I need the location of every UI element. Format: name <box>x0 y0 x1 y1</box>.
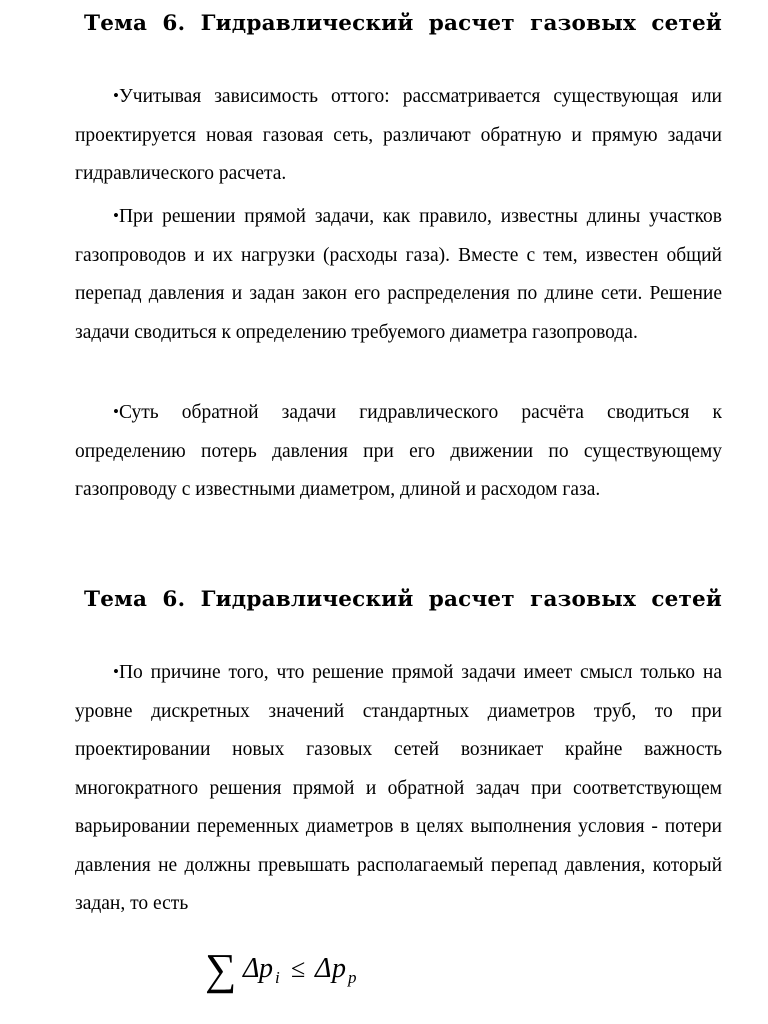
heading-word: 6. <box>162 587 186 612</box>
slide-2-heading <box>84 586 722 614</box>
heading-word: Тема <box>84 587 148 612</box>
bullet-icon: • <box>113 86 119 105</box>
heading-word: Гидравлический <box>200 11 414 36</box>
bullet-icon: • <box>113 402 119 421</box>
paragraph-text: Суть обратной задачи гидравлического расчёта сводиться к определению потерь давления при его движении по существующему газопроводу с известными диаметром, длиной и расходом газа. <box>75 402 722 500</box>
delta-symbol: Δ <box>315 953 332 984</box>
bullet-icon: • <box>113 206 119 225</box>
slide-1-paragraph-1 <box>75 78 722 194</box>
pressure-symbol: p <box>259 953 273 984</box>
heading-word: Гидравлический <box>200 587 414 612</box>
slide-1-paragraph-2 <box>75 198 722 352</box>
slide-2-paragraph-1 <box>75 654 722 924</box>
paragraph-text: Учитывая зависимость оттого: рассматривается существующая или проектируется новая газовая сеть, различают обратную и прямую задачи гидравлического расчета. <box>75 86 722 184</box>
pressure-loss-formula <box>205 942 405 1002</box>
sum-sign: ∑ <box>205 945 237 994</box>
slide-1-heading <box>84 10 722 38</box>
heading-word: расчет <box>428 11 515 36</box>
pressure-symbol: p <box>332 953 346 984</box>
heading-word: газовых <box>530 11 637 36</box>
heading-word: 6. <box>162 11 186 36</box>
subscript-i: i <box>275 968 280 987</box>
paragraph-text: По причине того, что решение прямой задачи имеет смысл только на уровне дискретных значений стандартных диаметров труб, то при проектировании новых газовых сетей возникает крайне важность многократного решения прямой и обратной задач при соответствующем варьировании переменных диаметров в целях выполнения условия - потери давления не должны превышать располагаемый перепад давления, который задан, то есть <box>75 662 722 914</box>
paragraph-text: При решении прямой задачи, как правило, известны длины участков газопроводов и их нагрузки (расходы газа). Вместе с тем, известен общий перепад давления и задан закон его распределения по длине сети. Решение задачи сводиться к определению требуемого диаметра газопровода. <box>75 206 722 343</box>
formula-svg <box>205 942 405 1002</box>
slide-1-paragraph-3 <box>75 394 722 510</box>
heading-word: сетей <box>651 11 723 36</box>
heading-word: газовых <box>530 587 637 612</box>
heading-word: Тема <box>84 11 148 36</box>
less-or-equal-sign: ≤ <box>291 954 306 983</box>
subscript-p: p <box>348 968 357 987</box>
heading-word: расчет <box>428 587 515 612</box>
delta-symbol: Δ <box>243 953 260 984</box>
heading-word: сетей <box>651 587 723 612</box>
bullet-icon: • <box>113 662 119 681</box>
